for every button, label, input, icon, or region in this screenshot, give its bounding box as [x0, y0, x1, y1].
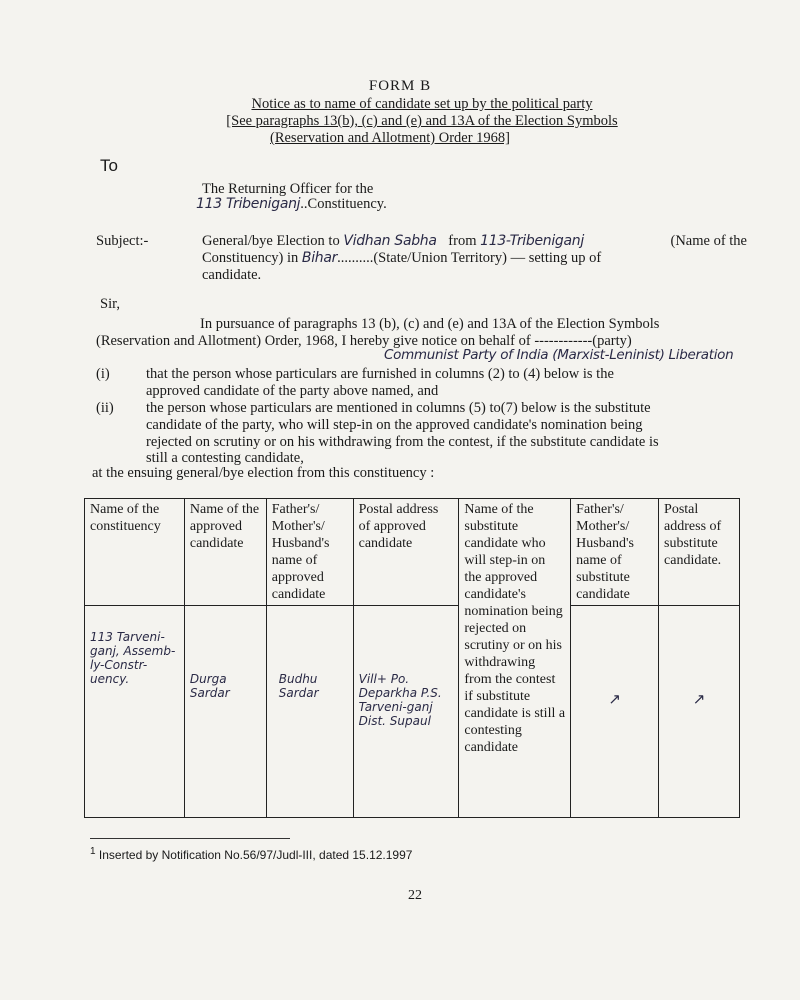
row-approved-address: Vill+ Po. Deparkha P.S. Tarveni-ganj Dist. Supaul — [358, 672, 442, 728]
para1-line2: (Reservation and Allotment) Order, 1968, I hereby give notice on behalf of ------------(party) — [96, 333, 632, 349]
notice-heading: Notice as to name of candidate set up by the political party — [251, 96, 593, 112]
item1-line2: approved candidate of the party above named, and — [146, 383, 439, 399]
from-text: from — [448, 233, 477, 249]
party-handwritten: Communist Party of India (Marxist-Leninist) Liberation — [384, 347, 734, 363]
row-substitute-address: ↗ — [692, 690, 706, 708]
item1-line1: that the person whose particulars are furnished in columns (2) to (4) below is the — [146, 366, 614, 382]
header-approved-address: Postal address of approved candidate — [353, 499, 459, 606]
row-substitute-relative: ↗ — [608, 690, 621, 708]
item1-marker: (i) — [96, 366, 110, 382]
name-of-text: (Name of the — [670, 233, 747, 249]
subject-line-2 — [202, 250, 747, 267]
paragraph-reference: [See paragraphs 13(b), (c) and (e) and 13A of the Election Symbols — [226, 113, 618, 129]
subject-election-text: General/bye Election to — [202, 233, 340, 249]
row-approved-candidate: Durga Sardar — [189, 672, 230, 700]
row-approved-relative: Budhu Sardar — [278, 672, 319, 700]
to-label: To — [100, 156, 118, 175]
officer-line: The Returning Officer for the — [202, 181, 374, 197]
table-header-row — [85, 499, 740, 606]
form-title: FORM B — [368, 78, 432, 94]
constituency-handwritten: 113 Tribeniganj — [196, 196, 301, 212]
ensuing-line: at the ensuing general/bye election from this constituency : — [92, 465, 435, 481]
constituency-suffix: ..Constituency. — [300, 196, 387, 212]
subject-label: Subject:- — [96, 233, 149, 249]
page-number: 22 — [408, 888, 422, 903]
header-constituency: Name of the constituency — [85, 499, 185, 606]
subject-line-1 — [202, 233, 747, 250]
row-constituency: 113 Tarveni-ganj, Assemb-ly-Constr-uency. — [90, 630, 176, 686]
header-approved-relative: Father's/ Mother's/ Husband's name of approved candidate — [266, 499, 353, 606]
item2-marker: (ii) — [96, 400, 114, 416]
header-substitute-address: Postal address of substitute candidate. — [659, 499, 740, 606]
candidate-table — [84, 498, 740, 818]
candidate-text: candidate. — [202, 267, 262, 283]
salutation: Sir, — [100, 296, 120, 312]
footnote-marker: 1 — [90, 846, 96, 857]
state-union-text: ..........(State/Union Territory) — setting up of — [337, 250, 602, 266]
item2-line1: the person whose particulars are mentioned in columns (5) to(7) below is the substitute — [146, 400, 651, 416]
order-reference: (Reservation and Allotment) Order 1968] — [270, 130, 510, 146]
item2-line3b: still a contesting candidate, — [146, 450, 304, 466]
header-substitute-relative: Father's/ Mother's/ Husband's name of substitute candidate — [571, 499, 659, 606]
constituency-in-text: Constituency) in — [202, 250, 299, 266]
para1-line1: In pursuance of paragraphs 13 (b), (c) and (e) and 13A of the Election Symbols — [200, 316, 660, 332]
header-approved-candidate: Name of the approved candidate — [184, 499, 266, 606]
subject-constituency-handwritten: 113-Tribeniganj — [480, 233, 584, 249]
state-handwritten: Bihar — [301, 250, 338, 266]
header-substitute-candidate: Name of the substitute candidate who will step-in on the approved candidate's nomination being rejected on scrutiny or on his withdrawing from the contest if substitute candidate is still a contesting candidate — [459, 499, 571, 818]
item2-line2: candidate of the party, who will step-in on the approved candidate's nomination being — [146, 417, 643, 433]
item2-line3: rejected on scrutiny or on his withdrawing from the contest, if the substitute candidate is — [146, 434, 659, 450]
house-handwritten: Vidhan Sabha — [343, 233, 437, 249]
footnote-text: Inserted by Notification No.56/97/Judl-III, dated 15.12.1997 — [98, 848, 413, 862]
footnote-divider — [90, 838, 290, 839]
footnote — [90, 846, 412, 862]
table-row — [85, 606, 740, 818]
constituency-line — [196, 196, 387, 213]
